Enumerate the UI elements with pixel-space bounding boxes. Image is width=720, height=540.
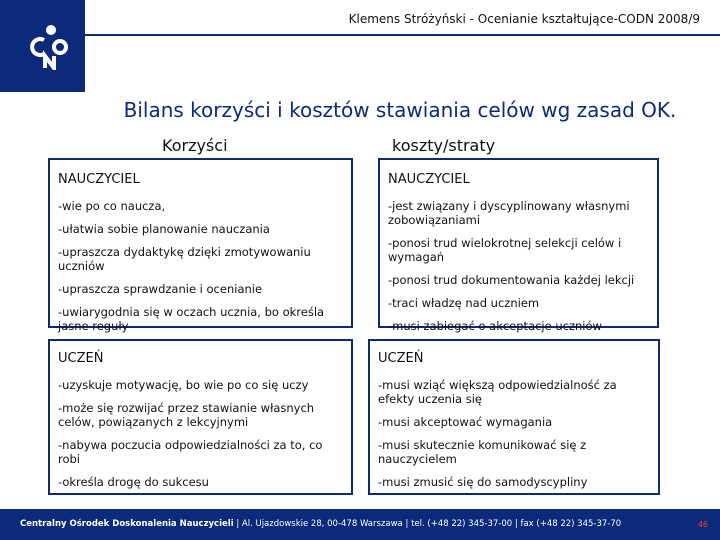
footer-fax: fax (+48 22) 345-37-70 — [520, 519, 622, 529]
student-benefits-box — [48, 339, 353, 495]
header-text: Klemens Stróżyński - Ocenianie kształtujące-CODN 2008/9 — [348, 12, 700, 26]
footer-phone: tel. (+48 22) 345-37-00 — [411, 519, 513, 529]
footer-org: Centralny Ośrodek Doskonalenia Nauczycieli — [20, 519, 234, 529]
list-item: -uwiarygodnia się w oczach ucznia, bo określa jasne reguły — [58, 305, 325, 333]
list-item: -nabywa poczucia odpowiedzialności za to, co robi — [58, 438, 323, 466]
footer-address: Al. Ujazdowskie 28, 00-478 Warszawa — [241, 519, 403, 529]
list-item: -upraszcza dydaktykę dzięki zmotywowaniu uczniów — [58, 245, 311, 273]
list-item: -ponosi trud wielokrotnej selekcji celów i wymagań — [388, 236, 622, 264]
footer-bar — [0, 509, 720, 540]
logo-panel — [0, 0, 85, 92]
list-item: -musi akceptować wymagania — [378, 415, 553, 429]
box-heading: UCZEŃ — [378, 351, 424, 366]
box-heading: UCZEŃ — [58, 351, 104, 366]
list-item: -wie po co naucza, — [58, 199, 166, 213]
column-label-benefits: Korzyści — [162, 136, 228, 155]
list-item: -ponosi trud dokumentowania każdej lekcji — [388, 273, 635, 287]
list-item: -musi wziąć większą odpowiedzialność za efekty uczenia się — [378, 378, 617, 406]
footer-separator: | — [405, 519, 409, 529]
list-item: -jest związany i dyscyplinowany własnymi zobowiązaniami — [388, 199, 630, 227]
list-item: -musi zabiegać o akceptacje uczniów — [388, 319, 602, 333]
codn-logo-icon — [30, 22, 70, 70]
list-item: -musi skutecznie komunikować się z nauczycielem — [378, 438, 587, 466]
teacher-benefits-box — [48, 158, 353, 333]
list-item: -może się rozwijać przez stawianie własnych celów, powiązanych z lekcyjnymi — [58, 401, 315, 429]
list-item: -ułatwia sobie planowanie nauczania — [58, 222, 270, 236]
student-costs-box — [368, 339, 660, 495]
list-item: -określa drogę do sukcesu — [58, 475, 209, 489]
teacher-costs-box — [378, 158, 659, 333]
box-heading: NAUCZYCIEL — [388, 172, 470, 187]
footer-separator: | — [514, 519, 518, 529]
list-item: -musi zmusić się do samodyscypliny — [378, 475, 588, 489]
list-item: -traci władzę nad uczniem — [388, 296, 540, 310]
slide-title: Bilans korzyści i kosztów stawiania celów wg zasad OK. — [123, 98, 677, 122]
list-item: -uzyskuje motywację, bo wie po co się uczy — [58, 378, 309, 392]
list-item: -upraszcza sprawdzanie i ocenianie — [58, 282, 263, 296]
header-rule — [85, 34, 720, 36]
column-label-costs: koszty/straty — [392, 136, 496, 155]
footer-text — [20, 519, 621, 529]
box-heading: NAUCZYCIEL — [58, 172, 140, 187]
footer-separator: | — [236, 519, 240, 529]
page-number: 46 — [697, 520, 708, 529]
